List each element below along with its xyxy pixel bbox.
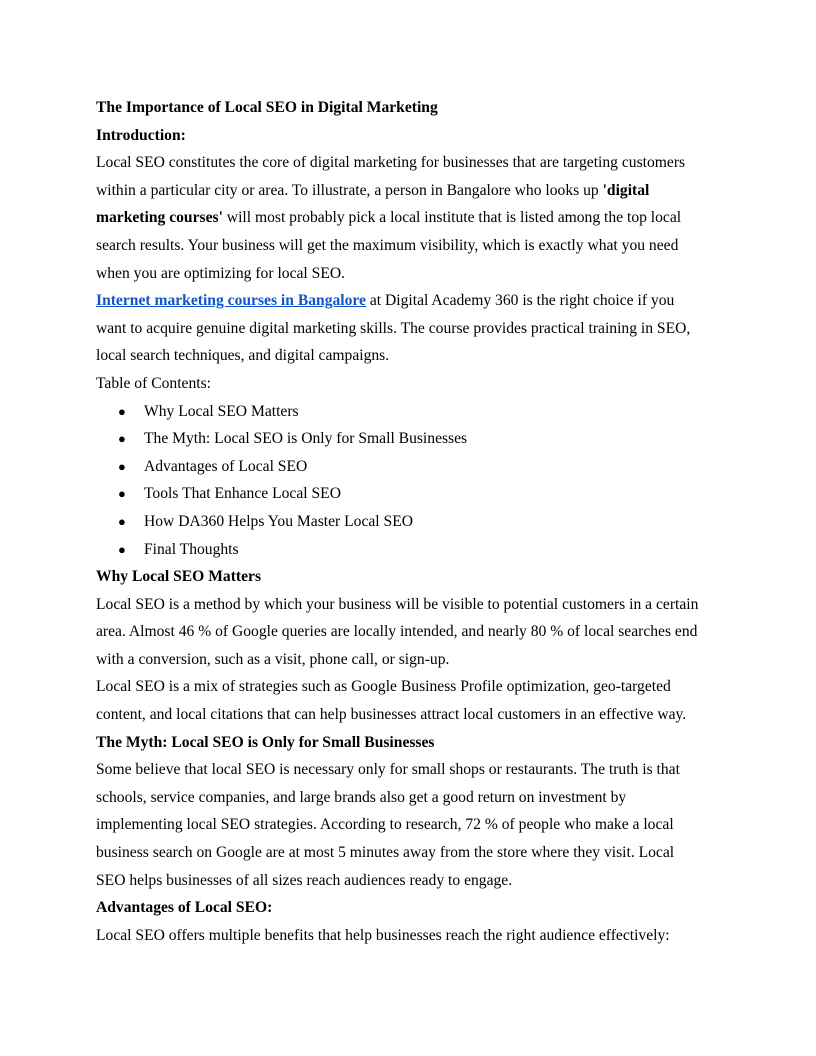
myth-line-2: schools, service companies, and large brands also get a good return on investment by <box>96 788 627 806</box>
document-title: The Importance of Local SEO in Digital Marketing <box>96 99 438 116</box>
document-page <box>96 94 724 949</box>
bullet-icon: ● <box>118 513 126 529</box>
promo-line-1: Internet marketing courses in Bangalore at Digital Academy 360 is the right choice if you <box>96 292 675 310</box>
toc-item: ● How DA360 Helps You Master Local SEO <box>96 508 724 536</box>
myth-line-5: SEO helps businesses of all sizes reach audiences ready to engage. <box>96 871 513 889</box>
toc-item: ● Advantages of Local SEO <box>96 453 724 481</box>
intro-line-5: when you are optimizing for local SEO. <box>96 264 346 282</box>
intro-line-2: within a particular city or area. To illustrate, a person in Bangalore who looks up 'digital <box>96 181 650 199</box>
toc-list <box>96 398 724 564</box>
bullet-icon: ● <box>118 431 126 447</box>
promo-line-3: local search techniques, and digital campaigns. <box>96 347 390 365</box>
intro-line-1: Local SEO constitutes the core of digital marketing for businesses that are targeting customers <box>96 154 686 172</box>
why-line-2: area. Almost 46 % of Google queries are locally intended, and nearly 80 % of local searches end <box>96 623 698 641</box>
toc-item: ● Final Thoughts <box>96 536 724 564</box>
internet-marketing-courses-link[interactable]: Internet marketing courses in Bangalore <box>96 292 366 310</box>
advantages-heading: Advantages of Local SEO: <box>96 899 273 917</box>
why-heading: Why Local SEO Matters <box>96 568 262 586</box>
toc-heading: Table of Contents: <box>96 374 211 392</box>
myth-heading: The Myth: Local SEO is Only for Small Businesses <box>96 733 435 751</box>
myth-line-1: Some believe that local SEO is necessary only for small shops or restaurants. The truth is that <box>96 761 680 779</box>
myth-line-4: business search on Google are at most 5 minutes away from the store where they visit. Local <box>96 844 675 862</box>
why-line-5: content, and local citations that can help businesses attract local customers in an effective way. <box>96 706 687 724</box>
intro-line-4: search results. Your business will get the maximum visibility, which is exactly what you need <box>96 236 679 254</box>
toc-item: ● Why Local SEO Matters <box>96 398 724 426</box>
toc-item: ● Tools That Enhance Local SEO <box>96 480 724 508</box>
advantages-line-1: Local SEO offers multiple benefits that help businesses reach the right audience effectively: <box>96 926 670 944</box>
intro-line-3: marketing courses' will most probably pick a local institute that is listed among the top local <box>96 209 682 227</box>
bullet-icon: ● <box>118 403 126 419</box>
promo-line-2: want to acquire genuine digital marketing skills. The course provides practical training in SEO, <box>96 319 691 337</box>
bullet-icon: ● <box>118 486 126 502</box>
bullet-icon: ● <box>118 458 126 474</box>
why-line-1: Local SEO is a method by which your business will be visible to potential customers in a certain <box>96 595 699 613</box>
why-line-4: Local SEO is a mix of strategies such as Google Business Profile optimization, geo-targeted <box>96 678 671 696</box>
toc-item: ● The Myth: Local SEO is Only for Small Businesses <box>96 425 724 453</box>
bullet-icon: ● <box>118 541 126 557</box>
myth-line-3: implementing local SEO strategies. According to research, 72 % of people who make a local <box>96 816 674 834</box>
why-line-3: with a conversion, such as a visit, phone call, or sign-up. <box>96 650 450 668</box>
intro-heading: Introduction: <box>96 126 186 144</box>
